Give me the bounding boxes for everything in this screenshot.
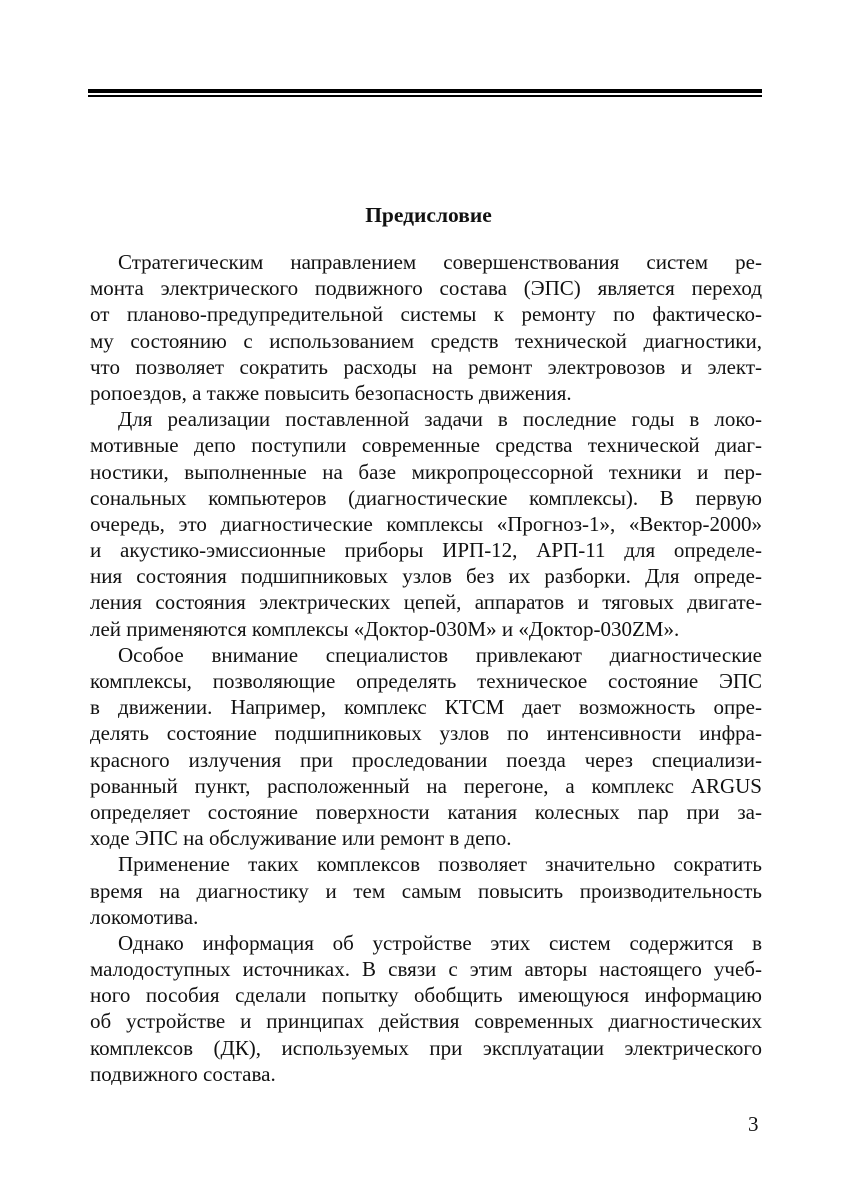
text-line: определяет состояние поверхности катания колесных пар при за- <box>90 799 762 824</box>
text-line: ния состояния подшипниковых узлов без их разборки. Для опреде- <box>90 564 762 589</box>
text-line: ления состояния электрических цепей, аппаратов и тяговых двигате- <box>90 590 762 615</box>
text-line: подвижного состава. <box>90 1061 276 1086</box>
text-line: му состоянию с использованием средств технической диагностики, <box>90 328 762 353</box>
header-rule-thin <box>88 95 762 97</box>
text-line: ного пособия сделали попытку обобщить имеющуюся информацию <box>90 983 762 1008</box>
text-line: время на диагностику и тем самым повысить производительность <box>90 878 762 903</box>
text-line: рованный пункт, расположенный на перегоне, а комплекс ARGUS <box>90 773 762 798</box>
text-line: комплексов (ДК), используемых при эксплуатации электрического <box>90 1035 762 1060</box>
text-line: от планово-предупредительной системы к ремонту по фактическо- <box>90 302 762 327</box>
text-line: лей применяются комплексы «Доктор-030М» и «Доктор-030ZM». <box>90 616 680 641</box>
text-line: сональных компьютеров (диагностические комплексы). В первую <box>90 485 762 510</box>
text-line: что позволяет сократить расходы на ремонт электровозов и элект- <box>90 354 762 379</box>
text-line: ходе ЭПС на обслуживание или ремонт в депо. <box>90 826 512 851</box>
text-line: ностики, выполненные на базе микропроцессорной техники и пер- <box>90 459 762 484</box>
paragraph <box>90 642 762 852</box>
text-line: очередь, это диагностические комплексы «Прогноз-1», «Вектор-2000» <box>90 511 762 536</box>
paragraph <box>90 406 762 642</box>
text-line: в движении. Например, комплекс КТСМ дает возможность опре- <box>90 695 762 720</box>
text-line: комплексы, позволяющие определять техническое состояние ЭПС <box>90 669 762 693</box>
header-rule-thick <box>88 89 762 93</box>
text-line: и акустико-эмиссионные приборы ИРП-12, АРП-11 для определе- <box>90 538 762 563</box>
paragraph <box>90 851 762 930</box>
text-line: мотивные депо поступили современные средства технической диаг- <box>90 433 762 458</box>
text-line: Применение таких комплексов позволяет значительно сократить <box>118 852 762 877</box>
text-line: малодоступных источниках. В связи с этим авторы настоящего учеб- <box>90 957 762 982</box>
text-line: монта электрического подвижного состава (ЭПС) является переход <box>90 276 762 301</box>
text-line: Особое внимание специалистов привлекают диагностические <box>118 642 762 667</box>
text-line: об устройстве и принципах действия современных диагностических <box>90 1009 762 1034</box>
text-line: ропоездов, а также повысить безопасность движения. <box>90 380 572 405</box>
text-line: красного излучения при проследовании поезда через специализи- <box>90 747 762 772</box>
page-title: Предисловие <box>365 203 492 227</box>
text-line: Для реализации поставленной задачи в последние годы в локо- <box>118 407 762 432</box>
paragraph <box>90 930 762 1087</box>
text-line: локомотива. <box>90 904 199 929</box>
text-line: Стратегическим направлением совершенствования систем ре- <box>118 250 762 274</box>
text-line: Однако информация об устройстве этих систем содержится в <box>118 930 762 955</box>
text-line: делять состояние подшипниковых узлов по интенсивности инфра- <box>90 721 762 746</box>
body-text <box>90 249 762 1087</box>
paragraph <box>90 249 762 406</box>
page-number: 3 <box>748 1112 759 1136</box>
